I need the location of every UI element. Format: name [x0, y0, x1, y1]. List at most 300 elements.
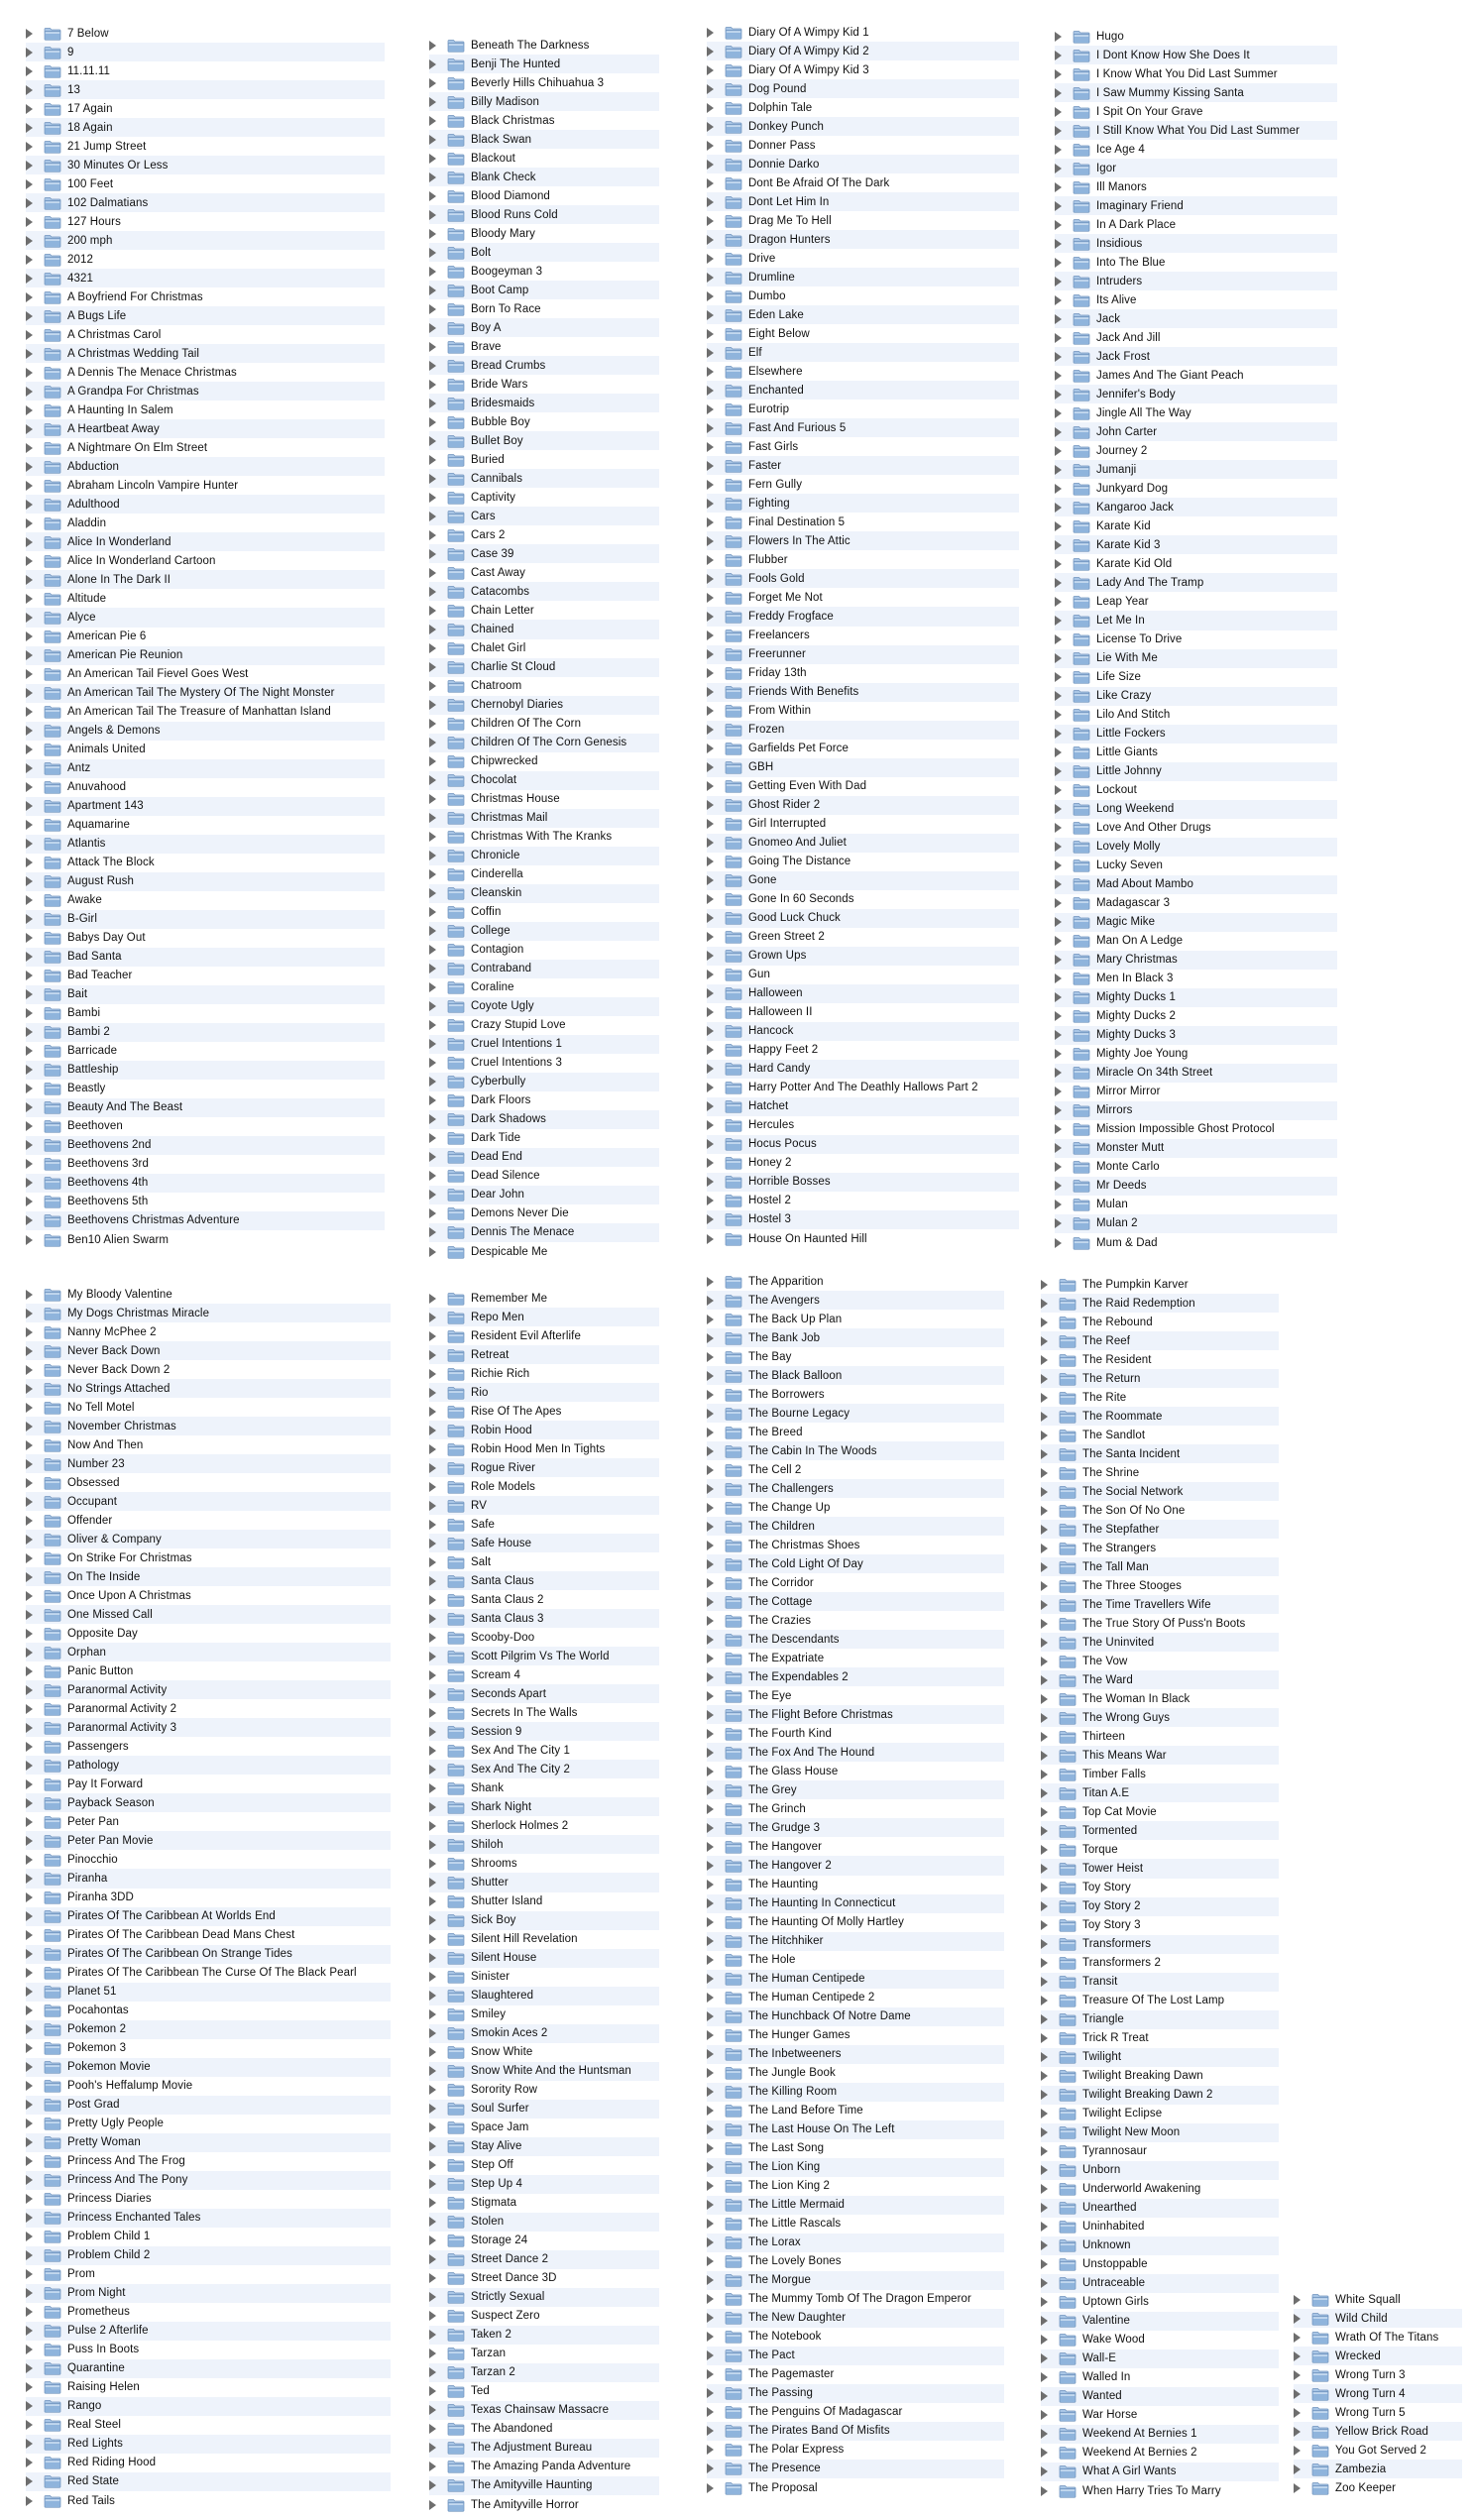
- disclosure-triangle-icon[interactable]: [26, 2137, 33, 2147]
- disclosure-triangle-icon[interactable]: [1041, 2203, 1048, 2213]
- disclosure-triangle-icon[interactable]: [1041, 1939, 1048, 1949]
- disclosure-triangle-icon[interactable]: [1294, 2295, 1301, 2305]
- folder-row[interactable]: [26, 570, 385, 589]
- folder-row[interactable]: [707, 381, 1019, 400]
- disclosure-triangle-icon[interactable]: [429, 2160, 436, 2170]
- disclosure-triangle-icon[interactable]: [26, 1065, 33, 1075]
- folder-row[interactable]: [1055, 725, 1337, 744]
- disclosure-triangle-icon[interactable]: [1055, 408, 1062, 418]
- folder-row[interactable]: [707, 1724, 1004, 1743]
- folder-row[interactable]: [26, 1080, 385, 1098]
- disclosure-triangle-icon[interactable]: [429, 1783, 436, 1793]
- disclosure-triangle-icon[interactable]: [26, 594, 33, 604]
- disclosure-triangle-icon[interactable]: [707, 913, 714, 923]
- folder-row[interactable]: [1055, 140, 1337, 159]
- disclosure-triangle-icon[interactable]: [429, 78, 436, 88]
- folder-row[interactable]: [1041, 1463, 1279, 1482]
- disclosure-triangle-icon[interactable]: [429, 945, 436, 955]
- disclosure-triangle-icon[interactable]: [1055, 1030, 1062, 1040]
- folder-row[interactable]: [707, 1116, 1019, 1135]
- folder-row[interactable]: [429, 658, 659, 677]
- folder-row[interactable]: [1055, 819, 1337, 838]
- folder-row[interactable]: [429, 1110, 659, 1129]
- disclosure-triangle-icon[interactable]: [1055, 578, 1062, 588]
- folder-row[interactable]: [1055, 64, 1337, 83]
- disclosure-triangle-icon[interactable]: [429, 286, 436, 295]
- disclosure-triangle-icon[interactable]: [1055, 879, 1062, 889]
- disclosure-triangle-icon[interactable]: [1041, 1393, 1048, 1403]
- disclosure-triangle-icon[interactable]: [1055, 371, 1062, 381]
- folder-row[interactable]: [707, 1291, 1004, 1310]
- disclosure-triangle-icon[interactable]: [26, 1798, 33, 1808]
- disclosure-triangle-icon[interactable]: [429, 662, 436, 672]
- folder-row[interactable]: [1041, 2368, 1279, 2387]
- disclosure-triangle-icon[interactable]: [26, 2269, 33, 2279]
- disclosure-triangle-icon[interactable]: [707, 1503, 714, 1513]
- disclosure-triangle-icon[interactable]: [1055, 710, 1062, 720]
- folder-row[interactable]: [707, 2422, 1004, 2441]
- folder-row[interactable]: [429, 507, 659, 525]
- disclosure-triangle-icon[interactable]: [429, 2330, 436, 2340]
- folder-row[interactable]: [707, 1385, 1004, 1404]
- disclosure-triangle-icon[interactable]: [707, 235, 714, 245]
- folder-row[interactable]: [26, 1793, 391, 1812]
- folder-row[interactable]: [707, 173, 1019, 192]
- disclosure-triangle-icon[interactable]: [1041, 2429, 1048, 2439]
- disclosure-triangle-icon[interactable]: [1041, 1657, 1048, 1666]
- disclosure-triangle-icon[interactable]: [707, 970, 714, 979]
- folder-row[interactable]: [1041, 1992, 1279, 2010]
- disclosure-triangle-icon[interactable]: [26, 782, 33, 792]
- disclosure-triangle-icon[interactable]: [707, 988, 714, 998]
- folder-row[interactable]: [429, 394, 659, 412]
- folder-row[interactable]: [26, 1174, 385, 1193]
- folder-row[interactable]: [707, 2347, 1004, 2365]
- folder-row[interactable]: [429, 1458, 659, 1477]
- disclosure-triangle-icon[interactable]: [1041, 1901, 1048, 1911]
- folder-row[interactable]: [429, 488, 659, 507]
- disclosure-triangle-icon[interactable]: [26, 1046, 33, 1056]
- folder-row[interactable]: [429, 1308, 659, 1326]
- disclosure-triangle-icon[interactable]: [429, 2254, 436, 2264]
- disclosure-triangle-icon[interactable]: [429, 530, 436, 540]
- disclosure-triangle-icon[interactable]: [1055, 1068, 1062, 1078]
- folder-row[interactable]: [1055, 27, 1337, 46]
- folder-row[interactable]: [707, 834, 1019, 853]
- disclosure-triangle-icon[interactable]: [1041, 2109, 1048, 2119]
- disclosure-triangle-icon[interactable]: [26, 745, 33, 754]
- folder-row[interactable]: [429, 243, 659, 262]
- folder-row[interactable]: [707, 1498, 1004, 1517]
- folder-row[interactable]: [1041, 1840, 1279, 1859]
- disclosure-triangle-icon[interactable]: [1041, 1713, 1048, 1723]
- disclosure-triangle-icon[interactable]: [429, 1708, 436, 1718]
- folder-row[interactable]: [26, 1850, 391, 1869]
- folder-row[interactable]: [26, 1211, 385, 1230]
- disclosure-triangle-icon[interactable]: [1055, 220, 1062, 230]
- disclosure-triangle-icon[interactable]: [707, 1842, 714, 1852]
- folder-row[interactable]: [1294, 2441, 1462, 2460]
- disclosure-triangle-icon[interactable]: [429, 2198, 436, 2208]
- folder-row[interactable]: [26, 457, 385, 476]
- disclosure-triangle-icon[interactable]: [1041, 1600, 1048, 1610]
- disclosure-triangle-icon[interactable]: [429, 1369, 436, 1379]
- disclosure-triangle-icon[interactable]: [429, 869, 436, 879]
- disclosure-triangle-icon[interactable]: [1041, 1883, 1048, 1892]
- disclosure-triangle-icon[interactable]: [26, 989, 33, 999]
- folder-row[interactable]: [707, 531, 1019, 550]
- disclosure-triangle-icon[interactable]: [26, 1497, 33, 1507]
- folder-row[interactable]: [429, 1326, 659, 1345]
- disclosure-triangle-icon[interactable]: [26, 2213, 33, 2223]
- disclosure-triangle-icon[interactable]: [1055, 427, 1062, 437]
- disclosure-triangle-icon[interactable]: [1041, 2071, 1048, 2081]
- folder-row[interactable]: [1041, 1539, 1279, 1557]
- disclosure-triangle-icon[interactable]: [429, 813, 436, 823]
- folder-row[interactable]: [26, 1718, 391, 1737]
- folder-row[interactable]: [429, 2081, 659, 2100]
- folder-row[interactable]: [26, 1624, 391, 1643]
- folder-row[interactable]: [429, 2363, 659, 2382]
- disclosure-triangle-icon[interactable]: [429, 1171, 436, 1181]
- disclosure-triangle-icon[interactable]: [429, 794, 436, 804]
- folder-row[interactable]: [26, 722, 385, 741]
- disclosure-triangle-icon[interactable]: [707, 2011, 714, 2021]
- folder-row[interactable]: [1055, 913, 1337, 932]
- disclosure-triangle-icon[interactable]: [26, 2476, 33, 2486]
- disclosure-triangle-icon[interactable]: [26, 839, 33, 849]
- folder-row[interactable]: [429, 1383, 659, 1402]
- disclosure-triangle-icon[interactable]: [429, 888, 436, 898]
- disclosure-triangle-icon[interactable]: [1041, 1412, 1048, 1422]
- disclosure-triangle-icon[interactable]: [1041, 1826, 1048, 1836]
- folder-row[interactable]: [1055, 535, 1337, 554]
- folder-row[interactable]: [1041, 1501, 1279, 1520]
- folder-row[interactable]: [429, 149, 659, 168]
- folder-row[interactable]: [1055, 1101, 1337, 1120]
- disclosure-triangle-icon[interactable]: [707, 2237, 714, 2247]
- disclosure-triangle-icon[interactable]: [707, 1158, 714, 1168]
- disclosure-triangle-icon[interactable]: [429, 1765, 436, 1775]
- folder-row[interactable]: [707, 456, 1019, 475]
- folder-row[interactable]: [707, 853, 1019, 871]
- folder-row[interactable]: [707, 192, 1019, 211]
- disclosure-triangle-icon[interactable]: [26, 726, 33, 736]
- folder-row[interactable]: [26, 1379, 391, 1398]
- disclosure-triangle-icon[interactable]: [1041, 2090, 1048, 2100]
- folder-row[interactable]: [707, 1970, 1004, 1989]
- disclosure-triangle-icon[interactable]: [429, 2122, 436, 2132]
- disclosure-triangle-icon[interactable]: [1055, 955, 1062, 965]
- disclosure-triangle-icon[interactable]: [429, 41, 436, 51]
- folder-row[interactable]: [429, 2213, 659, 2232]
- folder-row[interactable]: [26, 910, 385, 929]
- disclosure-triangle-icon[interactable]: [1055, 1200, 1062, 1209]
- folder-row[interactable]: [1055, 649, 1337, 668]
- disclosure-triangle-icon[interactable]: [1041, 2316, 1048, 2326]
- disclosure-triangle-icon[interactable]: [26, 1422, 33, 1432]
- folder-row[interactable]: [429, 601, 659, 620]
- folder-row[interactable]: [1055, 159, 1337, 177]
- folder-row[interactable]: [1041, 1520, 1279, 1539]
- disclosure-triangle-icon[interactable]: [1041, 2052, 1048, 2062]
- folder-row[interactable]: [1041, 2349, 1279, 2368]
- folder-row[interactable]: [707, 1554, 1004, 1573]
- disclosure-triangle-icon[interactable]: [26, 876, 33, 886]
- folder-row[interactable]: [1055, 970, 1337, 988]
- disclosure-triangle-icon[interactable]: [429, 1727, 436, 1737]
- disclosure-triangle-icon[interactable]: [1055, 182, 1062, 192]
- disclosure-triangle-icon[interactable]: [707, 1936, 714, 1946]
- disclosure-triangle-icon[interactable]: [429, 606, 436, 616]
- folder-row[interactable]: [429, 2345, 659, 2363]
- disclosure-triangle-icon[interactable]: [1055, 352, 1062, 362]
- disclosure-triangle-icon[interactable]: [1055, 559, 1062, 569]
- disclosure-triangle-icon[interactable]: [26, 2307, 33, 2317]
- folder-row[interactable]: [1041, 2406, 1279, 2425]
- folder-row[interactable]: [26, 1061, 385, 1080]
- disclosure-triangle-icon[interactable]: [26, 481, 33, 491]
- disclosure-triangle-icon[interactable]: [707, 1234, 714, 1244]
- disclosure-triangle-icon[interactable]: [26, 1516, 33, 1526]
- folder-row[interactable]: [707, 569, 1019, 588]
- folder-row[interactable]: [1055, 1083, 1337, 1101]
- disclosure-triangle-icon[interactable]: [429, 59, 436, 69]
- disclosure-triangle-icon[interactable]: [1055, 898, 1062, 908]
- disclosure-triangle-icon[interactable]: [707, 1898, 714, 1908]
- folder-row[interactable]: [429, 450, 659, 469]
- disclosure-triangle-icon[interactable]: [707, 461, 714, 471]
- folder-row[interactable]: [26, 2152, 391, 2171]
- disclosure-triangle-icon[interactable]: [707, 2256, 714, 2266]
- disclosure-triangle-icon[interactable]: [1041, 1581, 1048, 1591]
- disclosure-triangle-icon[interactable]: [26, 1648, 33, 1658]
- folder-row[interactable]: [429, 525, 659, 544]
- folder-row[interactable]: [429, 960, 659, 978]
- folder-row[interactable]: [1041, 1313, 1279, 1331]
- folder-row[interactable]: [26, 628, 385, 646]
- disclosure-triangle-icon[interactable]: [26, 914, 33, 924]
- folder-row[interactable]: [429, 431, 659, 450]
- folder-row[interactable]: [26, 684, 385, 703]
- disclosure-triangle-icon[interactable]: [429, 2235, 436, 2245]
- folder-row[interactable]: [26, 1042, 385, 1061]
- disclosure-triangle-icon[interactable]: [26, 1478, 33, 1488]
- folder-row[interactable]: [26, 703, 385, 722]
- disclosure-triangle-icon[interactable]: [1055, 1087, 1062, 1096]
- disclosure-triangle-icon[interactable]: [707, 894, 714, 904]
- disclosure-triangle-icon[interactable]: [1055, 804, 1062, 814]
- folder-row[interactable]: [429, 1854, 659, 1873]
- disclosure-triangle-icon[interactable]: [26, 669, 33, 679]
- folder-row[interactable]: [1041, 2293, 1279, 2312]
- disclosure-triangle-icon[interactable]: [429, 1350, 436, 1360]
- folder-row[interactable]: [429, 1421, 659, 1439]
- folder-row[interactable]: [1041, 2180, 1279, 2199]
- disclosure-triangle-icon[interactable]: [707, 28, 714, 38]
- disclosure-triangle-icon[interactable]: [429, 1077, 436, 1087]
- disclosure-triangle-icon[interactable]: [1041, 1619, 1048, 1629]
- folder-row[interactable]: [429, 582, 659, 601]
- folder-row[interactable]: [707, 777, 1019, 796]
- disclosure-triangle-icon[interactable]: [26, 462, 33, 472]
- folder-row[interactable]: [1041, 1727, 1279, 1746]
- folder-row[interactable]: [707, 1799, 1004, 1818]
- folder-row[interactable]: [26, 419, 385, 438]
- folder-row[interactable]: [707, 305, 1019, 324]
- folder-row[interactable]: [707, 2290, 1004, 2309]
- folder-row[interactable]: [707, 2365, 1004, 2384]
- folder-row[interactable]: [707, 2139, 1004, 2158]
- disclosure-triangle-icon[interactable]: [707, 1101, 714, 1111]
- disclosure-triangle-icon[interactable]: [1294, 2483, 1301, 2493]
- folder-row[interactable]: [1041, 1614, 1279, 1633]
- disclosure-triangle-icon[interactable]: [429, 700, 436, 710]
- disclosure-triangle-icon[interactable]: [1055, 88, 1062, 98]
- disclosure-triangle-icon[interactable]: [429, 399, 436, 408]
- folder-row[interactable]: [26, 137, 385, 156]
- folder-row[interactable]: [26, 344, 385, 363]
- disclosure-triangle-icon[interactable]: [429, 1407, 436, 1417]
- disclosure-triangle-icon[interactable]: [429, 1652, 436, 1661]
- folder-row[interactable]: [26, 2133, 391, 2152]
- folder-row[interactable]: [26, 854, 385, 872]
- folder-row[interactable]: [429, 2476, 659, 2495]
- disclosure-triangle-icon[interactable]: [429, 2047, 436, 2057]
- disclosure-triangle-icon[interactable]: [26, 650, 33, 660]
- folder-row[interactable]: [1041, 2463, 1279, 2481]
- disclosure-triangle-icon[interactable]: [707, 1120, 714, 1130]
- disclosure-triangle-icon[interactable]: [1055, 1238, 1062, 1248]
- disclosure-triangle-icon[interactable]: [707, 706, 714, 716]
- disclosure-triangle-icon[interactable]: [26, 707, 33, 717]
- folder-row[interactable]: [1294, 2460, 1462, 2478]
- folder-row[interactable]: [1055, 687, 1337, 706]
- folder-row[interactable]: [26, 589, 385, 608]
- folder-row[interactable]: [429, 696, 659, 715]
- folder-row[interactable]: [26, 1756, 391, 1775]
- folder-row[interactable]: [429, 1590, 659, 1609]
- disclosure-triangle-icon[interactable]: [429, 97, 436, 107]
- disclosure-triangle-icon[interactable]: [1055, 597, 1062, 607]
- disclosure-triangle-icon[interactable]: [707, 291, 714, 301]
- folder-row[interactable]: [707, 117, 1019, 136]
- folder-row[interactable]: [1041, 2236, 1279, 2255]
- folder-row[interactable]: [26, 514, 385, 532]
- folder-row[interactable]: [1041, 1576, 1279, 1595]
- disclosure-triangle-icon[interactable]: [26, 2005, 33, 2015]
- disclosure-triangle-icon[interactable]: [26, 1008, 33, 1018]
- folder-row[interactable]: [429, 1477, 659, 1496]
- disclosure-triangle-icon[interactable]: [1041, 1732, 1048, 1742]
- folder-row[interactable]: [1055, 253, 1337, 272]
- folder-row[interactable]: [707, 494, 1019, 513]
- folder-row[interactable]: [26, 816, 385, 835]
- folder-row[interactable]: [707, 400, 1019, 418]
- disclosure-triangle-icon[interactable]: [429, 2141, 436, 2151]
- folder-row[interactable]: [429, 111, 659, 130]
- folder-row[interactable]: [707, 1536, 1004, 1554]
- disclosure-triangle-icon[interactable]: [1055, 540, 1062, 550]
- disclosure-triangle-icon[interactable]: [1055, 917, 1062, 927]
- folder-row[interactable]: [429, 2175, 659, 2194]
- folder-row[interactable]: [429, 563, 659, 582]
- disclosure-triangle-icon[interactable]: [1041, 1996, 1048, 2005]
- disclosure-triangle-icon[interactable]: [429, 304, 436, 314]
- disclosure-triangle-icon[interactable]: [1055, 691, 1062, 701]
- disclosure-triangle-icon[interactable]: [26, 537, 33, 547]
- folder-row[interactable]: [1294, 2365, 1462, 2384]
- disclosure-triangle-icon[interactable]: [26, 236, 33, 246]
- folder-row[interactable]: [429, 1035, 659, 1054]
- folder-row[interactable]: [1041, 1916, 1279, 1935]
- disclosure-triangle-icon[interactable]: [429, 1520, 436, 1530]
- folder-row[interactable]: [429, 828, 659, 847]
- folder-row[interactable]: [1055, 706, 1337, 725]
- disclosure-triangle-icon[interactable]: [707, 1446, 714, 1456]
- folder-row[interactable]: [1041, 2481, 1279, 2500]
- folder-row[interactable]: [707, 1210, 1019, 1229]
- disclosure-triangle-icon[interactable]: [1041, 1770, 1048, 1779]
- disclosure-triangle-icon[interactable]: [707, 2407, 714, 2417]
- disclosure-triangle-icon[interactable]: [707, 2143, 714, 2153]
- folder-row[interactable]: [1041, 1444, 1279, 1463]
- folder-row[interactable]: [1055, 177, 1337, 196]
- folder-row[interactable]: [429, 1665, 659, 1684]
- disclosure-triangle-icon[interactable]: [707, 1880, 714, 1890]
- disclosure-triangle-icon[interactable]: [429, 380, 436, 390]
- disclosure-triangle-icon[interactable]: [707, 1371, 714, 1381]
- disclosure-triangle-icon[interactable]: [1055, 785, 1062, 795]
- folder-row[interactable]: [26, 99, 385, 118]
- folder-row[interactable]: [429, 752, 659, 771]
- folder-row[interactable]: [707, 1876, 1004, 1894]
- disclosure-triangle-icon[interactable]: [26, 1440, 33, 1450]
- disclosure-triangle-icon[interactable]: [707, 2200, 714, 2210]
- folder-row[interactable]: [707, 513, 1019, 531]
- folder-row[interactable]: [26, 2077, 391, 2096]
- folder-row[interactable]: [429, 1911, 659, 1930]
- folder-row[interactable]: [429, 186, 659, 205]
- folder-row[interactable]: [26, 1926, 391, 1945]
- disclosure-triangle-icon[interactable]: [707, 141, 714, 151]
- folder-row[interactable]: [429, 1987, 659, 2005]
- folder-row[interactable]: [429, 922, 659, 941]
- folder-row[interactable]: [429, 1091, 659, 1110]
- folder-row[interactable]: [1055, 762, 1337, 781]
- disclosure-triangle-icon[interactable]: [429, 1426, 436, 1435]
- folder-row[interactable]: [429, 865, 659, 884]
- folder-row[interactable]: [707, 1097, 1019, 1116]
- folder-row[interactable]: [429, 1684, 659, 1703]
- disclosure-triangle-icon[interactable]: [1055, 1181, 1062, 1191]
- folder-row[interactable]: [429, 1647, 659, 1665]
- disclosure-triangle-icon[interactable]: [707, 875, 714, 885]
- folder-row[interactable]: [429, 847, 659, 865]
- folder-row[interactable]: [26, 2190, 391, 2209]
- disclosure-triangle-icon[interactable]: [429, 1133, 436, 1143]
- disclosure-triangle-icon[interactable]: [429, 1114, 436, 1124]
- folder-row[interactable]: [707, 362, 1019, 381]
- disclosure-triangle-icon[interactable]: [26, 2043, 33, 2053]
- folder-row[interactable]: [707, 1649, 1004, 1667]
- disclosure-triangle-icon[interactable]: [429, 1482, 436, 1492]
- folder-row[interactable]: [429, 941, 659, 960]
- disclosure-triangle-icon[interactable]: [26, 895, 33, 905]
- folder-row[interactable]: [26, 2416, 391, 2435]
- folder-row[interactable]: [1041, 2161, 1279, 2180]
- folder-row[interactable]: [707, 588, 1019, 607]
